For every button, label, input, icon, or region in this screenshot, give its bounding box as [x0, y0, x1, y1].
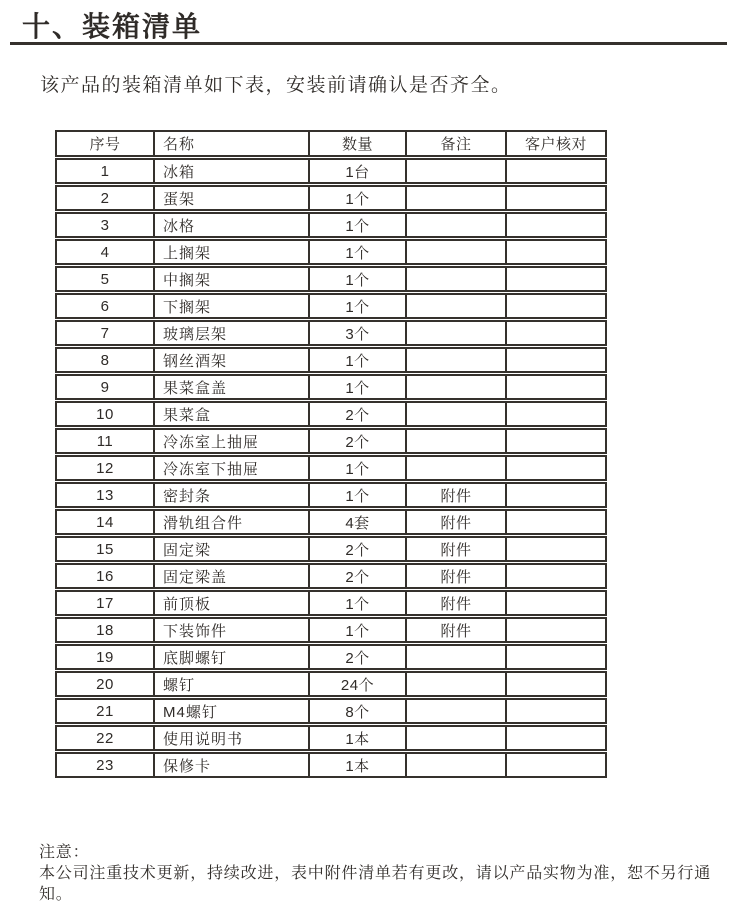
cell-name: 上搁架 — [155, 241, 310, 263]
table-row — [55, 239, 607, 265]
column-header-customer-check: 客户核对 — [524, 136, 587, 153]
cell-name: 冰箱 — [155, 160, 310, 182]
cell-remark — [407, 214, 507, 236]
cell-no: 18 — [57, 619, 155, 641]
cell-name: 冰格 — [155, 214, 310, 236]
cell-no: 16 — [57, 565, 155, 587]
column-header-quantity: 数量 — [310, 132, 407, 155]
table-row — [55, 482, 607, 508]
page-title: 十、装箱清单 — [22, 11, 203, 42]
cell-check — [507, 430, 605, 452]
cell-no: 13 — [57, 484, 155, 506]
cell-name: 下搁架 — [155, 295, 310, 317]
cell-no: 2 — [57, 187, 155, 209]
cell-check — [507, 268, 605, 290]
cell-remark: 附件 — [407, 565, 507, 587]
cell-qty: 2个 — [310, 538, 407, 560]
cell-no: 8 — [57, 349, 155, 371]
cell-qty: 1个 — [310, 241, 407, 263]
cell-no: 15 — [57, 538, 155, 560]
cell-qty: 1个 — [310, 214, 407, 236]
cell-no: 20 — [57, 673, 155, 695]
table-row — [55, 644, 607, 670]
cell-qty: 1个 — [310, 376, 407, 398]
cell-check — [507, 187, 605, 209]
cell-qty: 8个 — [310, 700, 407, 722]
cell-name: 滑轨组合件 — [155, 511, 310, 533]
cell-check — [507, 403, 605, 425]
cell-qty: 1个 — [310, 187, 407, 209]
cell-name: 保修卡 — [155, 754, 310, 776]
cell-no: 14 — [57, 511, 155, 533]
cell-check — [507, 592, 605, 614]
cell-no: 1 — [57, 160, 155, 182]
cell-remark: 附件 — [407, 619, 507, 641]
cell-no: 3 — [57, 214, 155, 236]
cell-no: 22 — [57, 727, 155, 749]
cell-remark — [407, 376, 507, 398]
cell-no: 17 — [57, 592, 155, 614]
cell-check — [507, 322, 605, 344]
table-row — [55, 158, 607, 184]
cell-check — [507, 754, 605, 776]
cell-check — [507, 214, 605, 236]
table-row — [55, 428, 607, 454]
table-row — [55, 347, 607, 373]
cell-qty: 1个 — [310, 592, 407, 614]
table-row — [55, 212, 607, 238]
cell-check — [507, 484, 605, 506]
table-row — [55, 563, 607, 589]
cell-remark — [407, 241, 507, 263]
cell-remark: 附件 — [407, 592, 507, 614]
cell-name: 密封条 — [155, 484, 310, 506]
cell-no: 12 — [57, 457, 155, 479]
table-row — [55, 401, 607, 427]
notice-section — [39, 842, 717, 905]
cell-check — [507, 376, 605, 398]
cell-no: 10 — [57, 403, 155, 425]
cell-remark — [407, 727, 507, 749]
cell-check — [507, 241, 605, 263]
cell-qty: 1个 — [310, 619, 407, 641]
table-row — [55, 725, 607, 751]
cell-remark — [407, 403, 507, 425]
cell-no: 23 — [57, 754, 155, 776]
cell-check — [507, 349, 605, 371]
cell-name: 果菜盒盖 — [155, 376, 310, 398]
cell-remark: 附件 — [407, 511, 507, 533]
column-header-name: 名称 — [155, 132, 310, 155]
table-row — [55, 671, 607, 697]
cell-name: 果菜盒 — [155, 403, 310, 425]
cell-qty: 24个 — [310, 673, 407, 695]
cell-remark — [407, 457, 507, 479]
cell-qty: 1个 — [310, 457, 407, 479]
cell-qty: 1台 — [310, 160, 407, 182]
table-row — [55, 698, 607, 724]
cell-qty: 2个 — [310, 430, 407, 452]
cell-remark — [407, 430, 507, 452]
table-row — [55, 266, 607, 292]
cell-qty: 4套 — [310, 511, 407, 533]
title-underline — [10, 42, 727, 45]
cell-remark — [407, 187, 507, 209]
cell-qty: 1个 — [310, 268, 407, 290]
cell-no: 21 — [57, 700, 155, 722]
cell-name: 中搁架 — [155, 268, 310, 290]
cell-remark — [407, 160, 507, 182]
table-row — [55, 455, 607, 481]
table-header-row — [55, 130, 607, 157]
intro-text: 该产品的装箱清单如下表，安装前请确认是否齐全。 — [40, 75, 512, 96]
cell-name: 固定梁 — [155, 538, 310, 560]
cell-name: 冷冻室上抽屉 — [155, 430, 310, 452]
table-row — [55, 185, 607, 211]
cell-remark — [407, 646, 507, 668]
cell-remark: 附件 — [407, 484, 507, 506]
cell-remark — [407, 295, 507, 317]
cell-check — [507, 619, 605, 641]
notice-title: 注意： — [39, 844, 90, 861]
cell-check — [507, 673, 605, 695]
cell-name: 钢丝酒架 — [155, 349, 310, 371]
cell-no: 19 — [57, 646, 155, 668]
cell-remark — [407, 700, 507, 722]
notice-body: 本公司注重技术更新，持续改进，表中附件清单若有更改，请以产品实物为准，恕不另行通知。 — [39, 865, 712, 903]
table-row — [55, 374, 607, 400]
packing-list-table — [55, 130, 607, 778]
cell-remark — [407, 322, 507, 344]
cell-name: 蛋架 — [155, 187, 310, 209]
cell-check — [507, 457, 605, 479]
cell-name: 底脚螺钉 — [155, 646, 310, 668]
table-row — [55, 617, 607, 643]
cell-qty: 1个 — [310, 349, 407, 371]
cell-no: 9 — [57, 376, 155, 398]
cell-no: 6 — [57, 295, 155, 317]
cell-name: 螺钉 — [155, 673, 310, 695]
cell-check — [507, 700, 605, 722]
cell-check — [507, 727, 605, 749]
cell-qty: 1个 — [310, 295, 407, 317]
table-row — [55, 752, 607, 778]
cell-remark — [407, 673, 507, 695]
cell-qty: 2个 — [310, 403, 407, 425]
cell-check — [507, 295, 605, 317]
cell-qty: 1本 — [310, 727, 407, 749]
cell-name: 使用说明书 — [155, 727, 310, 749]
cell-no: 11 — [57, 430, 155, 452]
table-row — [55, 509, 607, 535]
cell-remark — [407, 349, 507, 371]
column-header-remark: 备注 — [407, 132, 507, 155]
table-row — [55, 590, 607, 616]
cell-check — [507, 538, 605, 560]
cell-name: 下装饰件 — [155, 619, 310, 641]
table-row — [55, 293, 607, 319]
cell-no: 5 — [57, 268, 155, 290]
cell-name: 前顶板 — [155, 592, 310, 614]
cell-qty: 3个 — [310, 322, 407, 344]
table-row — [55, 536, 607, 562]
cell-remark: 附件 — [407, 538, 507, 560]
cell-no: 7 — [57, 322, 155, 344]
column-header-serial: 序号 — [57, 132, 155, 155]
cell-check — [507, 565, 605, 587]
cell-qty: 2个 — [310, 565, 407, 587]
cell-qty: 1本 — [310, 754, 407, 776]
cell-qty: 2个 — [310, 646, 407, 668]
cell-check — [507, 646, 605, 668]
table-body — [55, 158, 607, 778]
cell-no: 4 — [57, 241, 155, 263]
cell-name: 冷冻室下抽屉 — [155, 457, 310, 479]
cell-name: 玻璃层架 — [155, 322, 310, 344]
cell-remark — [407, 754, 507, 776]
cell-name: M4螺钉 — [155, 700, 310, 722]
cell-check — [507, 160, 605, 182]
cell-qty: 1个 — [310, 484, 407, 506]
cell-check — [507, 511, 605, 533]
table-row — [55, 320, 607, 346]
cell-remark — [407, 268, 507, 290]
cell-name: 固定梁盖 — [155, 565, 310, 587]
